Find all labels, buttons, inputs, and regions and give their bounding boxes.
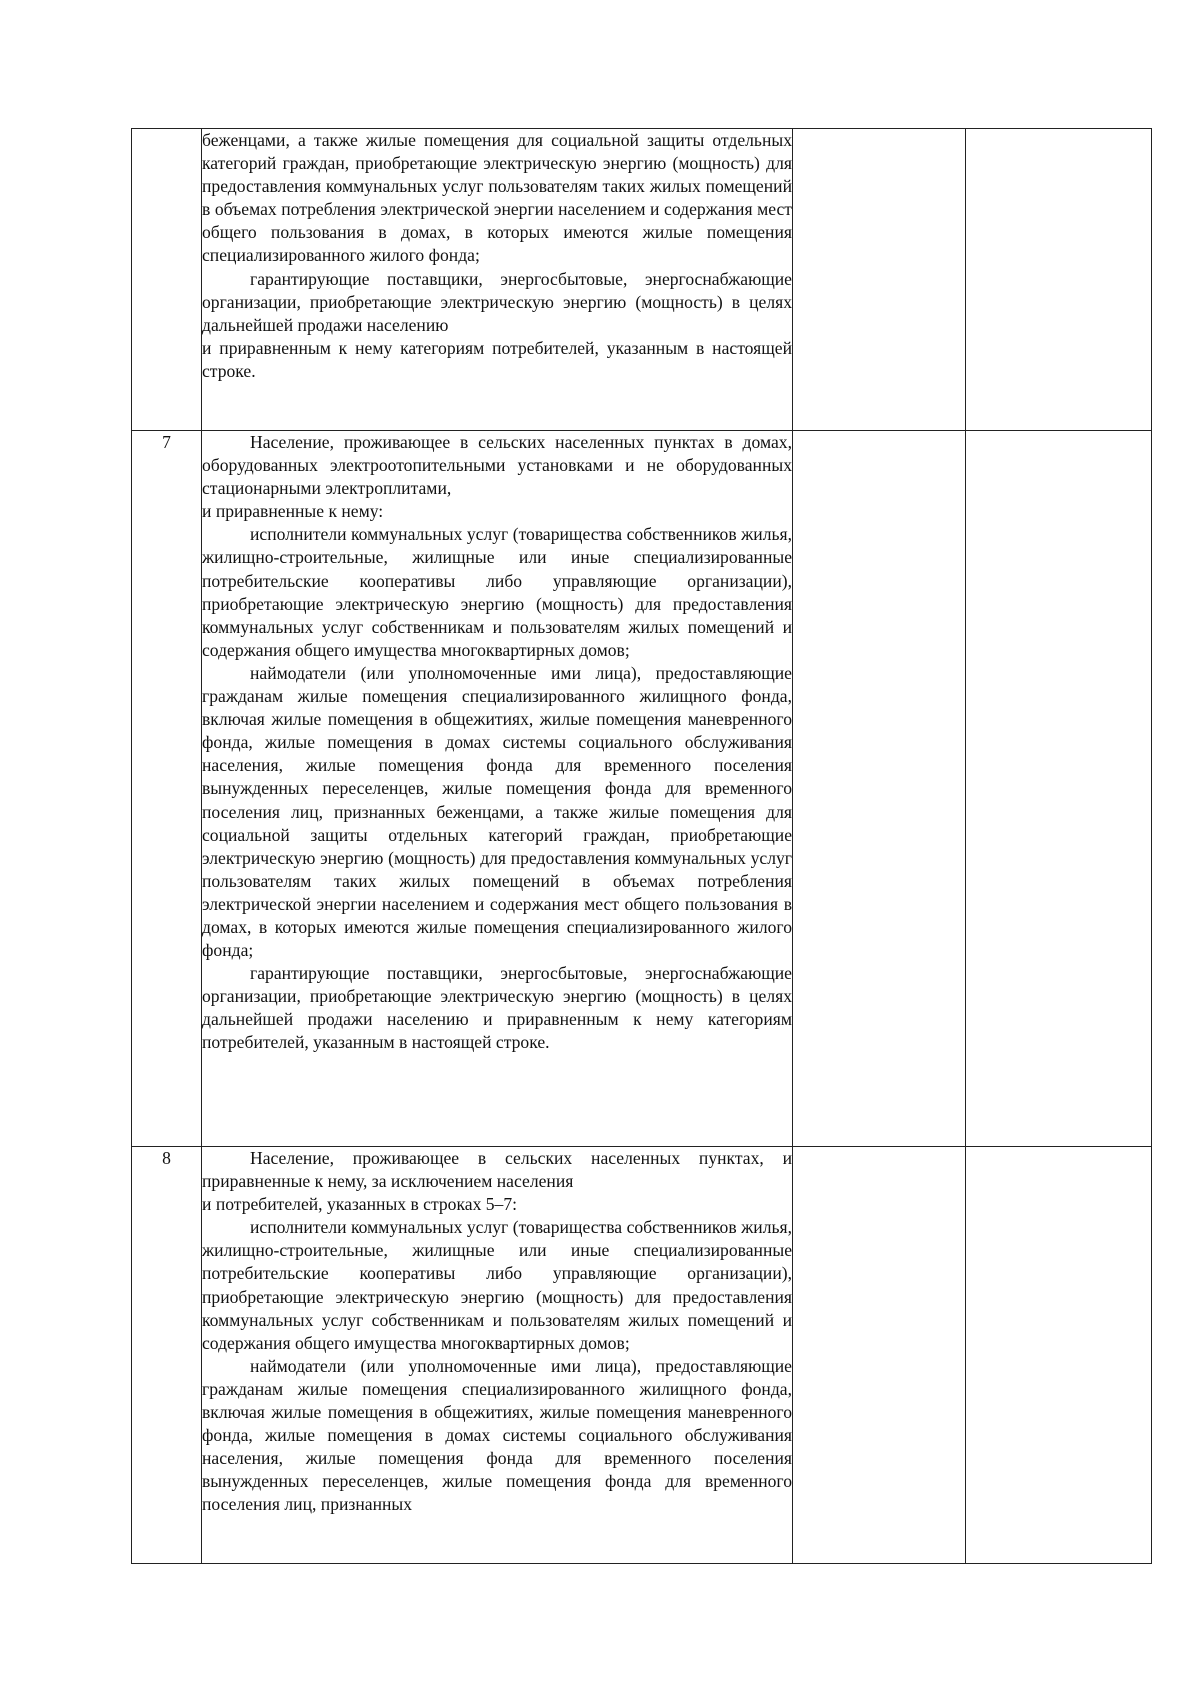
row-description-cell	[202, 1147, 793, 1564]
paragraph: гарантирующие поставщики, энергосбытовые, энергоснабжающие организации, приобретающие электрическую энергию (мощность) в целях дальнейшей продажи населению и приравненным к нему категориям потребителей, указанным в настоящей строке.	[202, 963, 792, 1053]
tariff-table	[131, 128, 1152, 1564]
empty-cell	[793, 1147, 966, 1564]
paragraph: гарантирующие поставщики, энергосбытовые, энергоснабжающие организации, приобретающие электрическую энергию (мощность) в целях дальнейшей продажи населению	[202, 268, 792, 335]
paragraph: и потребителей, указанных в строках 5–7:	[202, 1194, 518, 1215]
paragraph: Население, проживающее в сельских населенных пунктах, и приравненные к нему, за исключением населения	[202, 1148, 792, 1192]
row-number-cell	[132, 129, 202, 431]
paragraph: и приравненным к нему категориям потребителей, указанным в настоящей строке.	[202, 337, 792, 381]
empty-cell	[966, 1147, 1152, 1564]
row-number-cell: 8	[132, 1147, 202, 1564]
table-row	[132, 1147, 1152, 1564]
empty-cell	[793, 129, 966, 431]
paragraph: наймодатели (или уполномоченные ими лица), предоставляющие гражданам жилые помещения специализированного жилищного фонда, включая жилые помещения в общежитиях, жилые помещения маневренного фонда, жилые помещения в домах системы социального обслуживания населения, жилые помещения фонда для временного поселения вынужденных переселенцев, жилые помещения фонда для временного поселения лиц, признанных	[202, 1355, 792, 1515]
paragraph: беженцами, а также жилые помещения для социальной защиты отдельных категорий граждан, приобретающие электрическую энергию (мощность) для предоставления коммунальных услуг пользователям таких жилых помещений в объемах потребления электрической энергии населением и содержания мест общего пользования в домах, в которых имеются жилые помещения специализированного жилого фонда;	[202, 130, 792, 266]
empty-cell	[793, 431, 966, 1147]
paragraph: и приравненные к нему:	[202, 501, 384, 522]
table-row	[132, 129, 1152, 431]
row-description-cell	[202, 129, 793, 431]
table-row	[132, 431, 1152, 1147]
empty-cell	[966, 431, 1152, 1147]
paragraph: исполнители коммунальных услуг (товарищества собственников жилья, жилищно-строительные, жилищные или иные специализированные потребительские кооперативы либо управляющие организации), приобретающие электрическую энергию (мощность) для предоставления коммунальных услуг собственникам и пользователям жилых помещений и содержания общего имущества многоквартирных домов;	[202, 1217, 792, 1353]
paragraph: Население, проживающее в сельских населенных пунктах в домах, оборудованных электроотопительными установками и не оборудованных стационарными электроплитами,	[202, 432, 792, 499]
paragraph: исполнители коммунальных услуг (товарищества собственников жилья, жилищно-строительные, жилищные или иные специализированные потребительские кооперативы либо управляющие организации), приобретающие электрическую энергию (мощность) для предоставления коммунальных услуг собственникам и пользователям жилых помещений и содержания общего имущества многоквартирных домов;	[202, 524, 792, 660]
row-description-cell	[202, 431, 793, 1147]
paragraph: наймодатели (или уполномоченные ими лица), предоставляющие гражданам жилые помещения специализированного жилищного фонда, включая жилые помещения в общежитиях, жилые помещения маневренного фонда, жилые помещения в домах системы социального обслуживания населения, жилые помещения фонда для временного поселения вынужденных переселенцев, жилые помещения фонда для временного поселения лиц, признанных беженцами, а также жилые помещения для социальной защиты отдельных категорий граждан, приобретающие электрическую энергию (мощность) для предоставления коммунальных услуг пользователям таких жилых помещений в объемах потребления электрической энергии населением и содержания мест общего пользования в домах, в которых имеются жилые помещения специализированного жилого фонда;	[202, 662, 792, 961]
row-number-cell: 7	[132, 431, 202, 1147]
empty-cell	[966, 129, 1152, 431]
